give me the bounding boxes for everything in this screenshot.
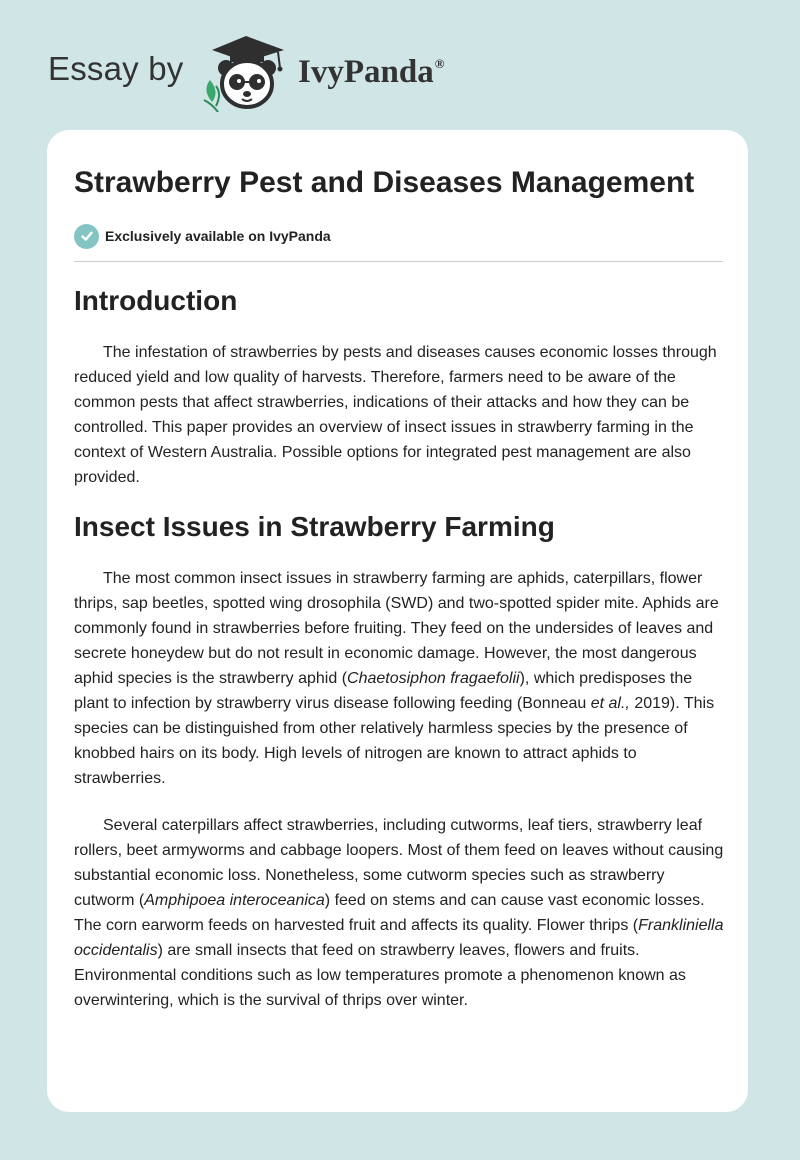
- brand-text: IvyPanda: [298, 54, 434, 90]
- registered-mark: ®: [434, 56, 445, 71]
- panda-logo-icon[interactable]: [200, 32, 296, 112]
- text-run: The most common insect issues in strawberry farming are aphids, caterpillars, flower thrips, sap beetles, spotted wing drosophila (SWD) and two-spotted spider mite. Aphids are commonly found in strawberries before fruiting. They feed on the undersides of leaves and secrete honeydew but do not result in economic damage. However, the most dangerous aphid species is the strawberry aphid (: [74, 570, 719, 687]
- exclusive-badge-text: Exclusively available on IvyPanda: [105, 228, 331, 244]
- exclusive-badge: [74, 223, 724, 249]
- site-header: [48, 32, 528, 112]
- italic-term: Frankliniella occidentalis: [74, 917, 724, 959]
- text-run: ) feed on stems and can cause vast economic losses. The corn earworm feeds on harvested fruit and affects its quality. Flower thrips (: [74, 892, 705, 934]
- text-run: ), which predisposes the plant to infection by strawberry virus disease following feeding (Bonneau: [74, 670, 693, 712]
- essay-by-label: Essay by: [48, 50, 184, 87]
- section-heading-insect-issues: Insect Issues in Strawberry Farming: [74, 511, 555, 542]
- text-run: ) are small insects that feed on strawberry leaves, flowers and fruits. Environmental conditions such as low temperatures promote a phenomenon known as overwintering, which is the survival of thrips over winter.: [74, 942, 686, 1009]
- article-title: Strawberry Pest and Diseases Management: [74, 166, 695, 199]
- text-run: The infestation of strawberries by pests and diseases causes economic losses through reduced yield and low quality of harvests. Therefore, farmers need to be aware of the common pests that affect strawberries, indications of their attacks and how they can be controlled. This paper provides an overview of insect issues in strawberry farming in the context of Western Australia. Possible options for integrated pest management are also provided.: [74, 344, 717, 486]
- article-content: [74, 163, 724, 1013]
- paragraph: [74, 813, 724, 1013]
- article-card: [47, 130, 748, 1112]
- brand-name[interactable]: [298, 54, 443, 91]
- text-run: 2019). This species can be distinguished from other relatively harmless species by the presence of knobbed hairs on its body. High levels of nitrogen are known to attract aphids to strawberries.: [74, 695, 715, 787]
- section-heading-introduction: Introduction: [74, 285, 238, 316]
- italic-term: Amphipoea interoceanica: [144, 892, 325, 909]
- italic-term: et al.,: [590, 695, 630, 712]
- check-circle-icon: [74, 224, 99, 249]
- paragraph: [74, 340, 724, 490]
- divider: [74, 261, 723, 262]
- text-run: Several caterpillars affect strawberries, including cutworms, leaf tiers, strawberry leaf rollers, beet armyworms and cabbage loopers. Most of them feed on leaves without causing substantial economic loss. Nonetheless, some cutworm species such as strawberry cutworm (: [74, 817, 724, 909]
- italic-term: Chaetosiphon fragaefolii: [347, 670, 520, 687]
- paragraph: [74, 566, 724, 791]
